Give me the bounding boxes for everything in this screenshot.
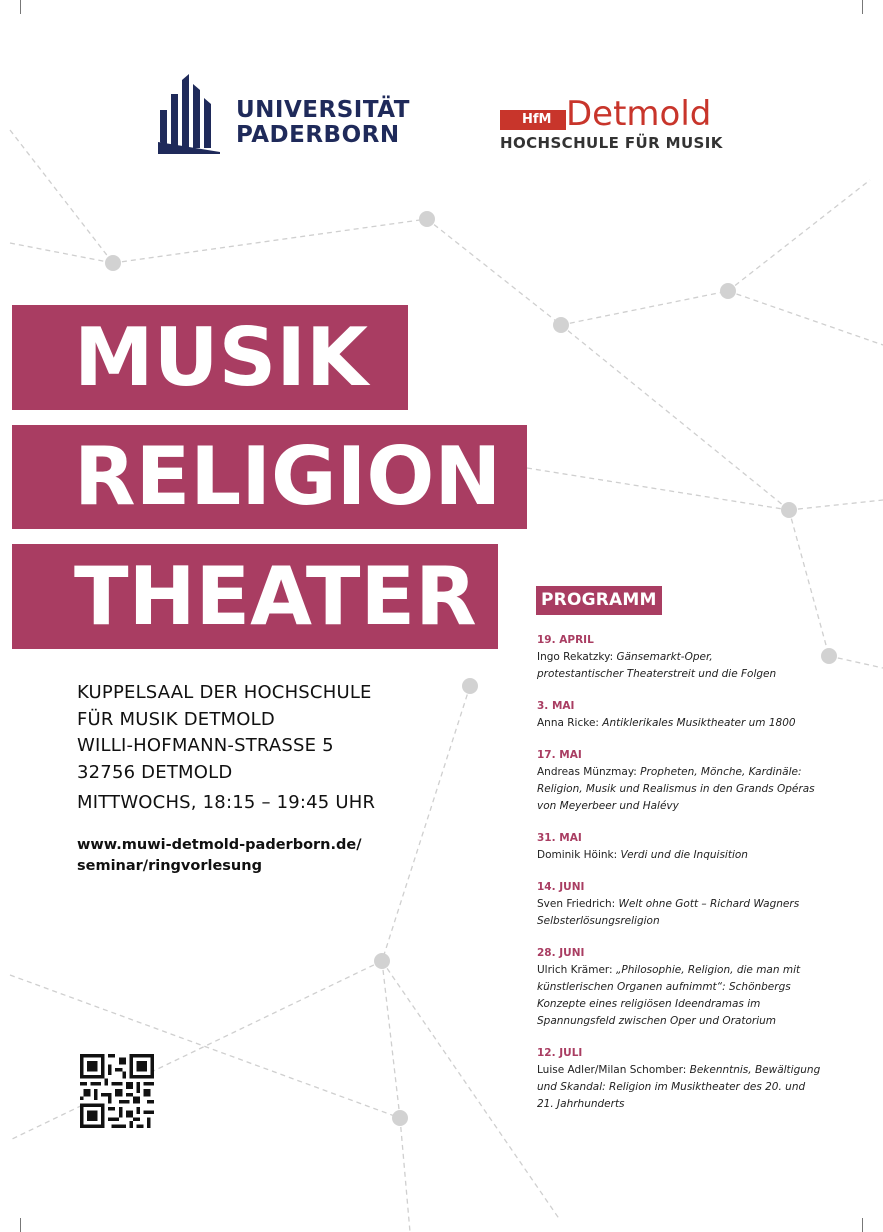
hfm-subtitle: HOCHSCHULE FÜR MUSIK: [500, 134, 723, 152]
venue-time: MITTWOCHS, 18:15 – 19:45 UHR: [77, 792, 376, 813]
hfm-detmold-logo: [500, 94, 740, 158]
venue-line: KUPPELSAAL DER HOCHSCHULE: [77, 682, 372, 703]
program-title: und Skandal: Religion im Musiktheater des 20. und: [537, 1081, 806, 1093]
program-date: 31. MAI: [537, 832, 582, 844]
program-date: 3. MAI: [537, 700, 575, 712]
program-title: Verdi und die Inquisition: [620, 849, 748, 861]
venue-line: WILLI-HOFMANN-STRASSE 5: [77, 735, 334, 756]
program-speaker: Anna Ricke:: [537, 717, 603, 729]
program-title: Bekenntnis, Bewältigung: [689, 1064, 821, 1076]
title-religion: RELIGION: [12, 425, 527, 529]
program-speaker: Dominik Höink:: [537, 849, 621, 861]
list-item: [537, 698, 857, 732]
list-item: [537, 747, 857, 815]
url-line2: seminar/ringvorlesung: [77, 858, 262, 874]
program-title: „Philosophie, Religion, die man mit: [615, 964, 801, 976]
website-link[interactable]: [77, 835, 362, 877]
program-speaker: Luise Adler/Milan Schomber:: [537, 1064, 690, 1076]
list-item: [537, 1045, 857, 1113]
program-title: Propheten, Mönche, Kardinäle:: [640, 766, 802, 778]
program-date: 28. JUNI: [537, 947, 585, 959]
venue-info: [77, 680, 507, 817]
program-date: 14. JUNI: [537, 881, 585, 893]
venue-line: 32756 DETMOLD: [77, 761, 233, 783]
program-list: [537, 632, 857, 1128]
list-item: [537, 830, 857, 864]
upb-line2: PADERBORN: [236, 122, 400, 148]
program-speaker: Sven Friedrich:: [537, 898, 619, 910]
upb-line1: UNIVERSITÄT: [236, 97, 410, 123]
list-item: [537, 879, 857, 930]
program-title: 21. Jahrhunderts: [537, 1098, 625, 1110]
program-title: von Meyerbeer und Halévy: [537, 800, 679, 812]
program-title: Antiklerikales Musiktheater um 1800: [602, 717, 796, 729]
program-title: künstlerischen Organen aufnimmt“: Schönbergs: [537, 981, 791, 993]
program-title: protestantischer Theaterstreit und die Folgen: [537, 668, 777, 680]
program-title: Selbsterlösungsreligion: [537, 915, 660, 927]
hfm-badge: HfM: [500, 110, 566, 130]
upb-wordmark: [236, 98, 410, 148]
program-heading: PROGRAMM: [536, 586, 662, 615]
list-item: [537, 945, 857, 1030]
qr-code-icon: [80, 1054, 154, 1128]
upb-emblem-icon: [158, 70, 220, 154]
program-speaker: Ulrich Krämer:: [537, 964, 616, 976]
program-date: 19. APRIL: [537, 634, 594, 646]
list-item: [537, 632, 857, 683]
program-title: Welt ohne Gott – Richard Wagners: [618, 898, 800, 910]
program-speaker: Ingo Rekatzky:: [537, 651, 617, 663]
program-title: Konzepte eines religiösen Ideendramas im: [537, 998, 761, 1010]
hfm-name: Detmold: [566, 94, 712, 134]
program-title: Spannungsfeld zwischen Oper und Oratorium: [537, 1015, 776, 1027]
url-line1: www.muwi-detmold-paderborn.de/: [77, 837, 362, 853]
program-date: 17. MAI: [537, 749, 582, 761]
title-musik: MUSIK: [12, 305, 408, 410]
program-title: Gänsemarkt-Oper,: [616, 651, 713, 663]
program-title: Religion, Musik und Realismus in den Grands Opéras: [537, 783, 815, 795]
program-date: 12. JULI: [537, 1047, 583, 1059]
universitaet-paderborn-logo: [158, 70, 410, 154]
venue-line: FÜR MUSIK DETMOLD: [77, 708, 275, 730]
program-speaker: Andreas Münzmay:: [537, 766, 641, 778]
title-theater: THEATER: [12, 544, 498, 649]
